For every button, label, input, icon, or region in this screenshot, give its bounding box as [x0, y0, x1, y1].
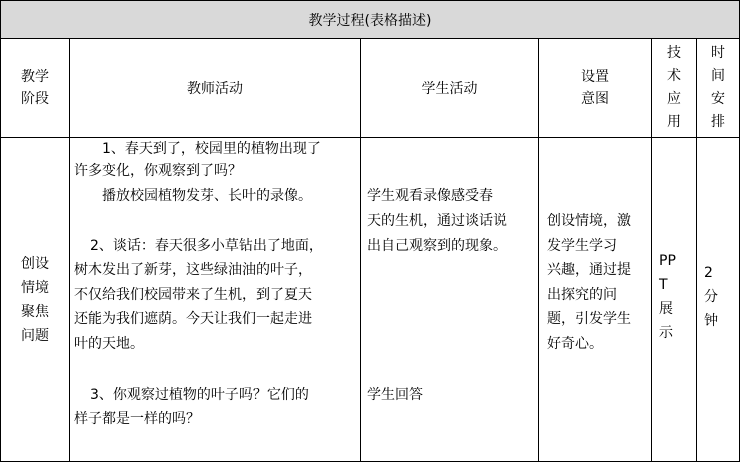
intent-line: 发学生学习 [547, 238, 617, 254]
header-stage [1, 39, 69, 137]
intent-line: 兴趣，通过提 [547, 262, 631, 278]
student-p1-line3: 出自己观察到的现象。 [367, 238, 507, 254]
teacher-p1-line1: 1、春天到了，校园里的植物出现了 [102, 141, 321, 157]
stage-line: 问题 [21, 327, 49, 344]
time-line: 钟 [704, 313, 718, 329]
header-tech-char: 用 [667, 114, 681, 130]
time-cell [697, 138, 739, 461]
header-student [361, 39, 538, 137]
header-teacher [70, 39, 360, 137]
teacher-p3-line2: 样子都是一样的吗？ [74, 411, 200, 427]
teacher-p2-line5: 叶的天地。 [74, 336, 144, 352]
header-student-label: 学生活动 [421, 81, 478, 97]
table-title: 教学过程(表格描述) [308, 12, 432, 29]
intent-line: 出探究的问 [547, 287, 617, 303]
header-intent [539, 39, 651, 137]
header-intent-line: 意图 [581, 91, 609, 107]
stage-cell [1, 138, 69, 461]
stage-line: 聚焦 [21, 303, 49, 320]
header-tech-char: 应 [667, 91, 681, 107]
header-stage-line: 教学 [21, 69, 49, 85]
teacher-p1-line2: 许多变化，你观察到了吗？ [74, 163, 242, 179]
teacher-p2-line4: 还能为我们遮荫。今天让我们一起走进 [74, 311, 312, 327]
stage-line: 创设 [21, 255, 49, 272]
intent-line: 题，引发学生 [547, 311, 631, 327]
stage-line: 情境 [21, 279, 49, 296]
time-line: 分 [704, 289, 718, 305]
time-line: 2 [704, 265, 713, 281]
tech-cell [652, 138, 696, 461]
header-time-char: 时 [711, 45, 725, 61]
table-title-cell [1, 1, 739, 38]
intent-line: 好奇心。 [547, 336, 603, 352]
header-tech-char: 技 [667, 45, 681, 61]
teacher-p1b: 播放校园植物发芽、长叶的录像。 [102, 188, 312, 204]
teacher-p3-line1: 3、你观察过植物的叶子吗？它们的 [90, 387, 309, 403]
tech-line: T [659, 277, 668, 293]
teacher-p2-line3: 不仅给我们校园带来了生机，到了夏天 [74, 287, 312, 303]
student-p2: 学生回答 [367, 387, 423, 403]
header-tech [652, 39, 696, 137]
teacher-p2-line2: 树木发出了新芽，这些绿油油的叶子， [74, 262, 312, 278]
student-activity-cell [361, 138, 538, 461]
student-p1-line1: 学生观看录像感受春 [367, 188, 493, 204]
teacher-activity-cell [70, 138, 360, 461]
header-time-char: 间 [711, 68, 725, 84]
header-intent-line: 设置 [581, 69, 609, 85]
header-time [697, 39, 739, 137]
tech-line: PP [659, 253, 676, 269]
tech-line: 示 [659, 325, 673, 341]
tech-line: 展 [659, 301, 673, 317]
header-time-char: 安 [711, 91, 725, 107]
intent-line: 创设情境，激 [547, 213, 631, 229]
header-stage-line: 阶段 [21, 91, 49, 107]
header-teacher-label: 教师活动 [187, 81, 243, 97]
header-tech-char: 术 [667, 68, 681, 84]
teacher-p2-line1: 2、谈话：春天很多小草钻出了地面， [90, 238, 323, 254]
header-time-char: 排 [711, 114, 725, 130]
student-p1-line2: 天的生机，通过谈话说 [367, 213, 507, 229]
intent-cell [539, 138, 651, 461]
